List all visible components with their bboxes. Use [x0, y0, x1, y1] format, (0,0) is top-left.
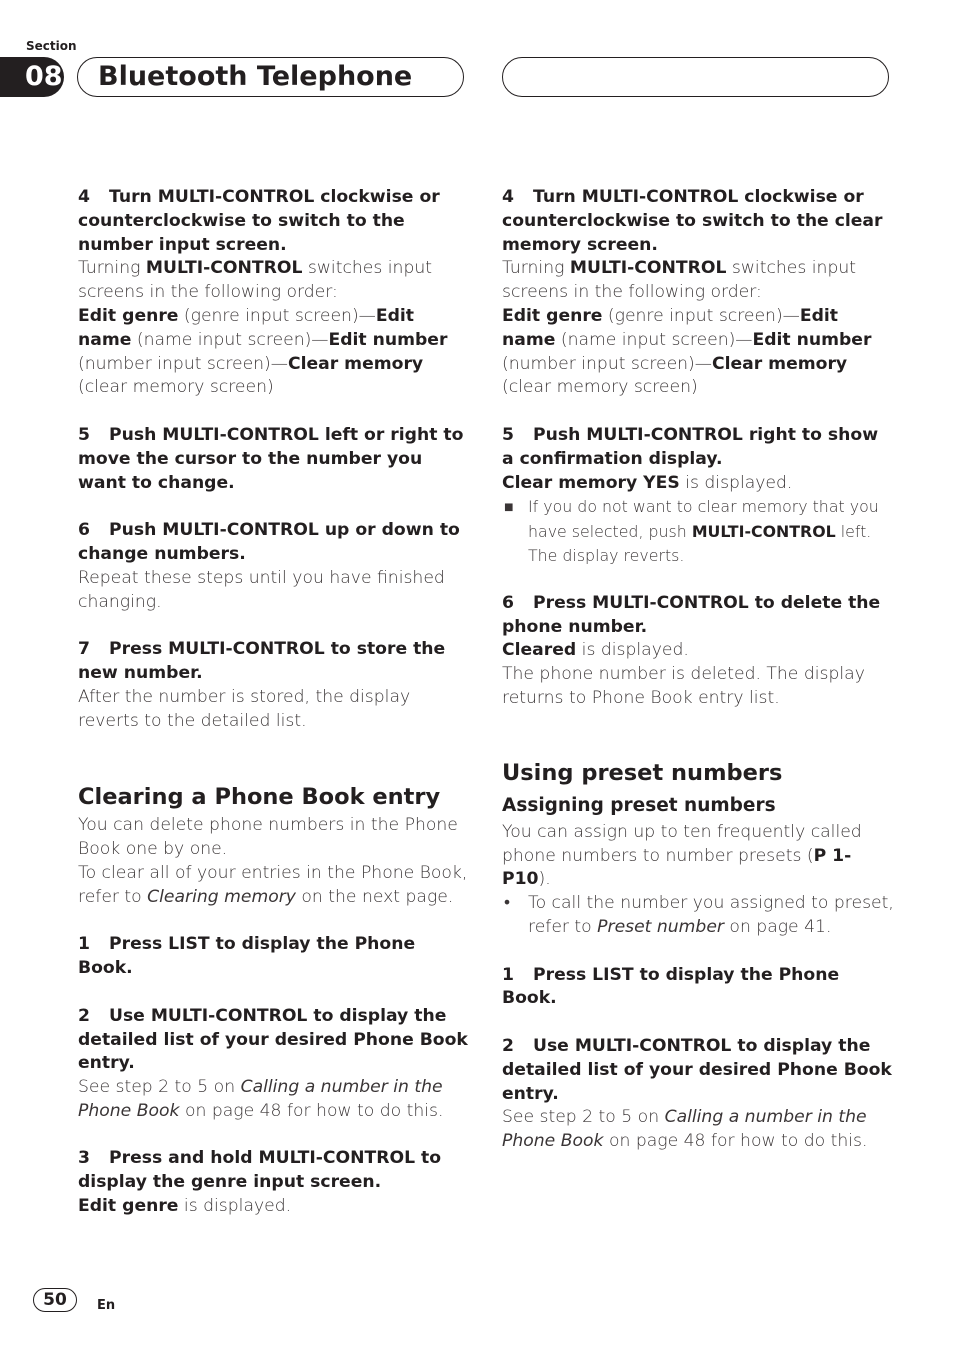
step-4-heading: 4 Turn MULTI-CONTROL clockwise or counterclockwise to switch to the number input screen. — [78, 187, 440, 255]
page-number: 50 — [33, 1288, 77, 1312]
step-4-body: Turning MULTI-CONTROL switches input screens in the following order: — [78, 258, 432, 303]
right-column — [502, 186, 894, 1154]
r-step-5-note: ■ If you do not want to clear memory that you have selected, push MULTI-CONTROL left. The display reverts. — [504, 497, 879, 565]
r-step-6-heading: 6 Press MULTI-CONTROL to delete the phone number. — [502, 592, 881, 637]
preset-intro: You can assign up to ten frequently called phone numbers to number presets (P 1-P10). — [502, 821, 862, 890]
section-label: Section — [26, 39, 77, 53]
step-7-body: After the number is stored, the display reverts to the detailed list. — [78, 686, 411, 731]
title-box — [77, 57, 464, 97]
r-step-4-heading: 4 Turn MULTI-CONTROL clockwise or counterclockwise to switch to the clear memory screen. — [502, 187, 883, 255]
step-6-heading: 6 Push MULTI-CONTROL up or down to change numbers. — [78, 520, 460, 564]
clearing-intro-2: To clear all of your entries in the Phone Book, refer to Clearing memory on the next page. — [78, 862, 468, 907]
r-step-5-body: Clear memory YES is displayed. — [502, 472, 793, 493]
clearing-step-3-body: Edit genre is displayed. — [78, 1196, 292, 1217]
preset-step-1: 1 Press LIST to display the Phone Book. — [502, 964, 840, 1009]
section-number-badge: 08 — [0, 57, 64, 97]
clearing-step-1: 1 Press LIST to display the Phone Book. — [78, 934, 416, 979]
step-5-heading: 5 Push MULTI-CONTROL left or right to move the cursor to the number you want to change. — [78, 424, 464, 493]
preset-heading: Using preset numbers — [502, 759, 783, 786]
page-title: Bluetooth Telephone — [98, 61, 413, 92]
r-step-6-body: Cleared is displayed. — [502, 640, 689, 661]
step-6-body: Repeat these steps until you have finished changing. — [78, 567, 445, 612]
step-7-heading: 7 Press MULTI-CONTROL to store the new number. — [78, 639, 446, 683]
clearing-step-2: 2 Use MULTI-CONTROL to display the detailed list of your desired Phone Book entry. — [78, 1005, 468, 1074]
empty-header-box — [502, 57, 889, 97]
preset-step-2: 2 Use MULTI-CONTROL to display the detailed list of your desired Phone Book entry. — [502, 1035, 892, 1104]
r-step-6-body-2: The phone number is deleted. The display returns to Phone Book entry list. — [502, 664, 865, 708]
language-code: En — [97, 1298, 116, 1313]
clearing-heading: Clearing a Phone Book entry — [78, 784, 441, 811]
r-step-5-heading: 5 Push MULTI-CONTROL right to show a confirmation display. — [502, 424, 879, 469]
r-step-4-body: Turning MULTI-CONTROL switches input screens in the following order: — [502, 258, 856, 303]
bullet-dot-icon: • — [504, 893, 511, 914]
clearing-step-3: 3 Press and hold MULTI-CONTROL to display the genre input screen. — [78, 1148, 442, 1193]
preset-step-2-body: See step 2 to 5 on Calling a number in the Phone Book on page 48 for how to do this. — [502, 1107, 868, 1152]
square-bullet-icon: ■ — [504, 497, 514, 517]
step-4-order: Edit genre (genre input screen)—Edit name (name input screen)—Edit number (number input screen)—Clear memory (clear memory screen) — [78, 305, 448, 398]
preset-subheading: Assigning preset numbers — [502, 794, 776, 816]
clearing-intro-1: You can delete phone numbers in the Phone Book one by one. — [78, 815, 458, 860]
r-step-4-order: Edit genre (genre input screen)—Edit name (name input screen)—Edit number (number input screen)—Clear memory (clear memory screen) — [502, 305, 872, 398]
clearing-step-2-body: See step 2 to 5 on Calling a number in the Phone Book on page 48 for how to do this. — [78, 1077, 444, 1121]
preset-bullet: • To call the number you assigned to preset, refer to Preset number on page 41. — [504, 893, 894, 937]
left-column — [78, 186, 470, 1219]
